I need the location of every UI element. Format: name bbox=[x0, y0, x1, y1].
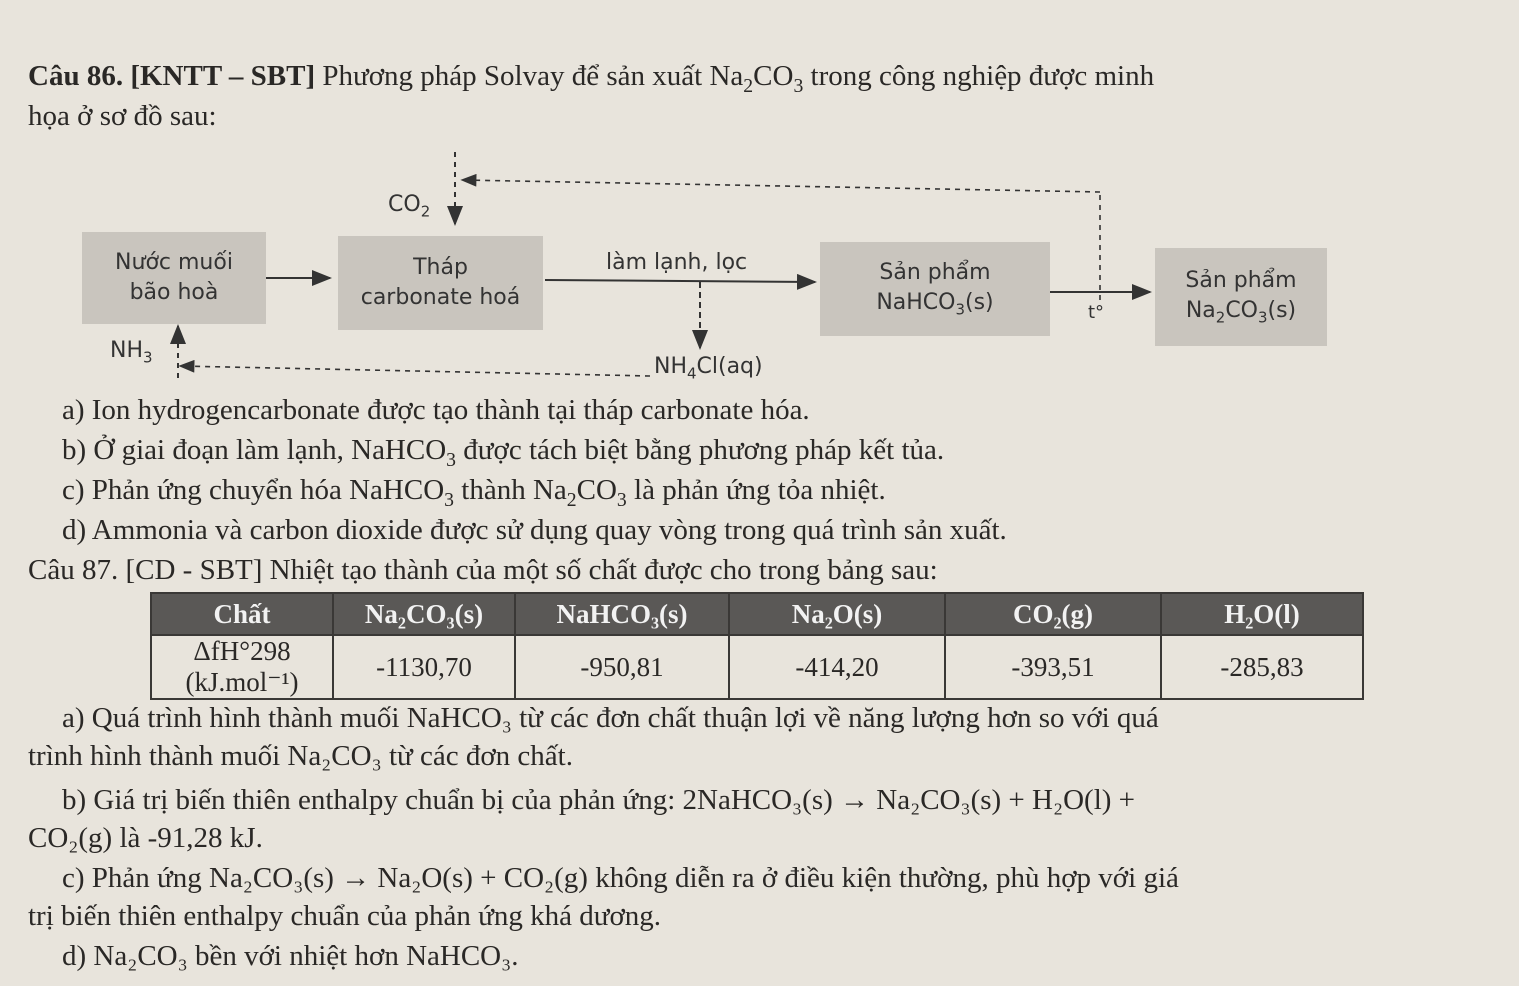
box4-co: CO bbox=[1225, 298, 1258, 324]
table-row bbox=[151, 635, 1363, 699]
enthalpy-table bbox=[150, 592, 1364, 700]
solvay-diagram bbox=[0, 140, 1519, 390]
box3-line1: Sản phẩm bbox=[879, 260, 991, 286]
table-header: NaHCO₃(s) bbox=[515, 593, 729, 635]
co2-sub: 2 bbox=[420, 202, 431, 221]
heat-label: t° bbox=[1088, 302, 1105, 323]
box-nahco3-product bbox=[820, 242, 1050, 336]
co2-label bbox=[388, 192, 430, 220]
q86-statement-c: c) Phản ứng chuyển hóa NaHCO$_3$ thành $Na_2CO_3$ là phản ứng tỏa nhiệt. bbox=[62, 474, 886, 511]
q86-header-line2: họa ở sơ đồ sau: bbox=[28, 100, 217, 132]
box2-line1: Tháp bbox=[413, 255, 468, 281]
q86-title: Câu 86. [KNTT – SBT] bbox=[28, 60, 316, 92]
box4-sub1: 2 bbox=[1215, 308, 1226, 327]
q86-header bbox=[28, 60, 1154, 98]
table-cell: -393,51 bbox=[945, 635, 1161, 699]
q87-statement-a-line1: a) Quá trình hình thành muối NaHCO₃ từ các đơn chất thuận lợi về năng lượng hơn so với quá bbox=[62, 702, 1159, 734]
q87-statement-b-line1: b) Giá trị biến thiên enthalpy chuẩn bị của phản ứng: 2NaHCO₃(s) → Na₂CO₃(s) + H₂O(l) + bbox=[62, 784, 1136, 816]
q87-statement-b-line2: CO₂(g) là -91,28 kJ. bbox=[28, 822, 263, 854]
table-header: H₂O(l) bbox=[1161, 593, 1363, 635]
table-cell: -950,81 bbox=[515, 635, 729, 699]
q86-header-after: trong công nghiệp được minh bbox=[803, 60, 1155, 92]
table-header: CO₂(g) bbox=[945, 593, 1161, 635]
nh3-label bbox=[110, 338, 153, 366]
nh4cl-after: Cl(aq) bbox=[696, 354, 763, 379]
co2-text: CO bbox=[388, 192, 421, 217]
box1-line1: Nước muối bbox=[115, 250, 233, 276]
box4-line2 bbox=[1186, 296, 1296, 328]
nh3-text: NH bbox=[110, 338, 143, 363]
q86-b-pre: b) Ở giai đoạn làm lạnh, NaHCO bbox=[62, 434, 447, 466]
q87-statement-c-line2: trị biến thiên enthalpy chuẩn của phản ứng khá dương. bbox=[28, 900, 662, 932]
q86-c-pre: c) Phản ứng chuyển hóa NaHCO bbox=[62, 474, 445, 506]
box1-line2: bão hoà bbox=[129, 280, 219, 305]
q87-statement-a-line2: trình hình thành muối Na₂CO₃ từ các đơn chất. bbox=[28, 740, 573, 772]
q87-statement-d: d) Na₂CO₃ bền với nhiệt hơn NaHCO₃. bbox=[62, 940, 519, 972]
box3-formula: NaHCO bbox=[876, 290, 956, 316]
q86-c-post: là phản ứng tỏa nhiệt. bbox=[626, 474, 886, 506]
box2-line2: carbonate hoá bbox=[360, 285, 521, 310]
table-cell: -414,20 bbox=[729, 635, 945, 699]
table-header: Chất bbox=[151, 593, 333, 635]
table-header: Na₂O(s) bbox=[729, 593, 945, 635]
q86-statement-d: d) Ammonia và carbon dioxide được sử dụng quay vòng trong quá trình sản xuất. bbox=[62, 514, 1007, 546]
nh4cl-label bbox=[654, 354, 763, 382]
q86-header-text: Phương pháp Solvay để sản xuất bbox=[315, 60, 710, 92]
table-cell: -1130,70 bbox=[333, 635, 515, 699]
table-header-row bbox=[151, 593, 1363, 635]
box-saturated-brine bbox=[82, 232, 266, 324]
q86-statement-b: b) Ở giai đoạn làm lạnh, NaHCO$_3$ được tách biệt bằng phương pháp kết tủa. bbox=[62, 434, 945, 471]
box-carbonation-tower bbox=[338, 236, 543, 330]
nh4cl-sub: 4 bbox=[687, 364, 697, 383]
box3-state: (s) bbox=[965, 290, 994, 316]
q86-b-post: được tách biệt bằng phương pháp kết tủa. bbox=[456, 434, 945, 466]
box3-line2 bbox=[876, 288, 993, 320]
nh3-sub: 3 bbox=[143, 348, 153, 367]
table-header: Na₂CO₃(s) bbox=[333, 593, 515, 635]
nh4cl-nh: NH bbox=[654, 354, 687, 379]
cooling-filter-label: làm lạnh, lọc bbox=[606, 250, 748, 275]
box-na2co3-product bbox=[1155, 248, 1327, 346]
box4-state: (s) bbox=[1267, 298, 1297, 324]
box3-sub: 3 bbox=[955, 300, 966, 319]
q86-c-mid: thành Na bbox=[454, 474, 567, 506]
box4-line1: Sản phẩm bbox=[1185, 268, 1297, 294]
q86-statement-a: a) Ion hydrogencarbonate được tạo thành tại tháp carbonate hóa. bbox=[62, 394, 810, 426]
box4-na: Na bbox=[1185, 298, 1216, 324]
q87-header: Câu 87. [CD - SBT] Nhiệt tạo thành của một số chất được cho trong bảng sau: bbox=[28, 554, 938, 586]
box4-sub2: 3 bbox=[1258, 308, 1268, 327]
table-cell: -285,83 bbox=[1161, 635, 1363, 699]
q86-formula: $Na_2CO_3$ bbox=[709, 60, 804, 97]
q87-statement-c-line1: c) Phản ứng Na₂CO₃(s) → Na₂O(s) + CO₂(g) không diễn ra ở điều kiện thường, phù hợp với giá bbox=[62, 862, 1179, 894]
table-row-label: ΔfH°298 (kJ.mol⁻¹) bbox=[151, 635, 333, 699]
